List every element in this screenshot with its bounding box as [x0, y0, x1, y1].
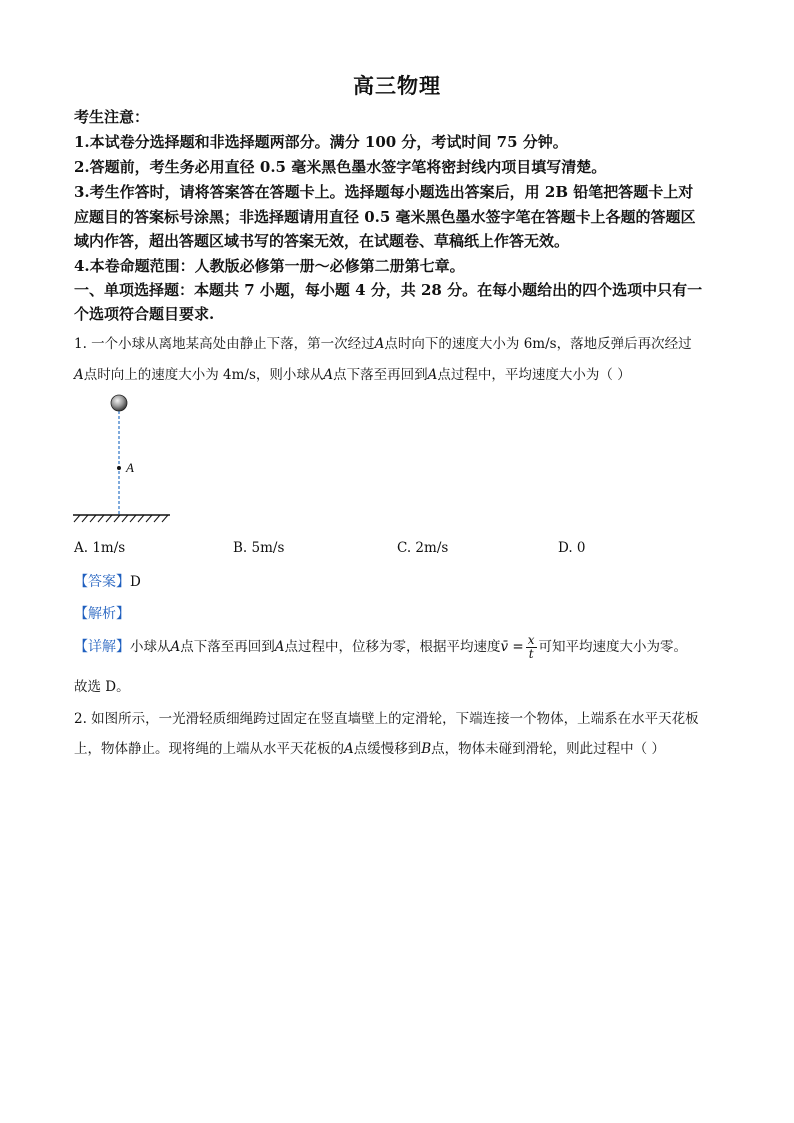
q1-stem-line-2: [74, 363, 631, 383]
q1-figure: [70, 390, 180, 525]
q1-point-label: A: [374, 336, 385, 352]
answer-value: D: [130, 574, 141, 590]
answer-tag: 【答案】: [74, 574, 130, 590]
q1-option-c[interactable]: C. 2m/s: [397, 540, 449, 556]
analysis-tag: 【解析】: [74, 606, 130, 622]
notice-item-3-line-1: 3.考生作答时，请将答案答在答题卡上。选择题每小题选出答案后，用 2B 铅笔把答题卡上对: [74, 183, 694, 201]
q1-option-d[interactable]: D. 0: [558, 540, 586, 556]
q1-text: 1. 一个小球从离地某高处由静止下落，第一次经过: [74, 336, 375, 352]
ball-icon: [111, 395, 127, 411]
q1-conclusion: 故选 D。: [74, 679, 130, 695]
section1-heading-line-1: 一、单项选择题：本题共 7 小题，每小题 4 分，共 28 分。在每小题给出的四个选项中只有一: [74, 281, 703, 299]
notice-item-2: 2.答题前，考生务必用直径 0.5 毫米黑色墨水签字笔将密封线内项目填写清楚。: [74, 158, 607, 176]
formula-denominator: t: [528, 647, 534, 661]
notice-item-3-line-2: 应题目的答案标号涂黑；非选择题请用直径 0.5 毫米黑色墨水签字笔在答题卡上各题的答题区: [74, 208, 696, 226]
q1-answer-line: [74, 571, 141, 591]
q1-text: 点过程中，平均速度大小为（ ）: [437, 367, 631, 383]
q2-text: 点，物体未碰到滑轮，则此过程中（ ）: [431, 741, 665, 757]
q1-text: 点时向上的速度大小为 4m/s，则小球从: [83, 367, 324, 383]
detail-text: 可知平均速度大小为零。: [538, 639, 688, 655]
q2-text: 点缓慢移到: [353, 741, 422, 757]
notice-heading: 考生注意：: [74, 108, 150, 126]
q2-text: 上，物体静止。现将绳的上端从水平天花板的: [74, 741, 344, 757]
notice-item-3-line-3: 域内作答，超出答题区域书写的答案无效，在试题卷、草稿纸上作答无效。: [74, 232, 570, 250]
section1-heading-line-2: 个选项符合题目要求.: [74, 305, 215, 323]
detail-point-label: A: [170, 639, 181, 655]
formula-numerator: x: [527, 633, 535, 647]
detail-text: 点过程中，位移为零，根据平均速度: [284, 639, 501, 655]
detail-point-label: A: [274, 639, 285, 655]
q1-option-a[interactable]: A. 1m/s: [74, 540, 126, 556]
q1-text: 点时向下的速度大小为 6m/s，落地反弹后再次经过: [384, 336, 692, 352]
q1-option-b[interactable]: B. 5m/s: [233, 540, 285, 556]
q2-stem-line-2: [74, 737, 665, 757]
detail-text: 小球从: [130, 639, 171, 655]
q1-analysis-line: [74, 603, 130, 623]
ground-hatch: [74, 515, 168, 522]
q1-point-label: A: [74, 367, 84, 383]
q1-point-label: A: [427, 367, 438, 383]
point-a-marker: [117, 466, 121, 470]
q1-text: 点下落至再回到: [333, 367, 428, 383]
q2-point-label: A: [344, 741, 354, 757]
detail-tag: 【详解】: [74, 639, 130, 655]
q2-point-label: B: [421, 741, 432, 757]
detail-text: 点下落至再回到: [180, 639, 275, 655]
q2-stem-line-1: 2. 如图所示，一光滑轻质细绳跨过固定在竖直墙壁上的定滑轮，下端连接一个物体，上端系在水平天花板: [74, 711, 699, 727]
notice-item-4: 4.本卷命题范围：人教版必修第一册～必修第二册第七章。: [74, 257, 465, 275]
q1-point-label: A: [323, 367, 334, 383]
q1-detail-line: [74, 634, 687, 661]
q1-stem-line-1: [74, 332, 692, 352]
figure-point-label: A: [126, 460, 134, 475]
formula-fraction: [526, 634, 537, 661]
notice-item-1: 1.本试卷分选择题和非选择题两部分。满分 100 分，考试时间 75 分钟。: [74, 133, 568, 151]
page-title: 高三物理: [353, 73, 441, 98]
formula-lhs: v̄ =: [500, 639, 524, 655]
